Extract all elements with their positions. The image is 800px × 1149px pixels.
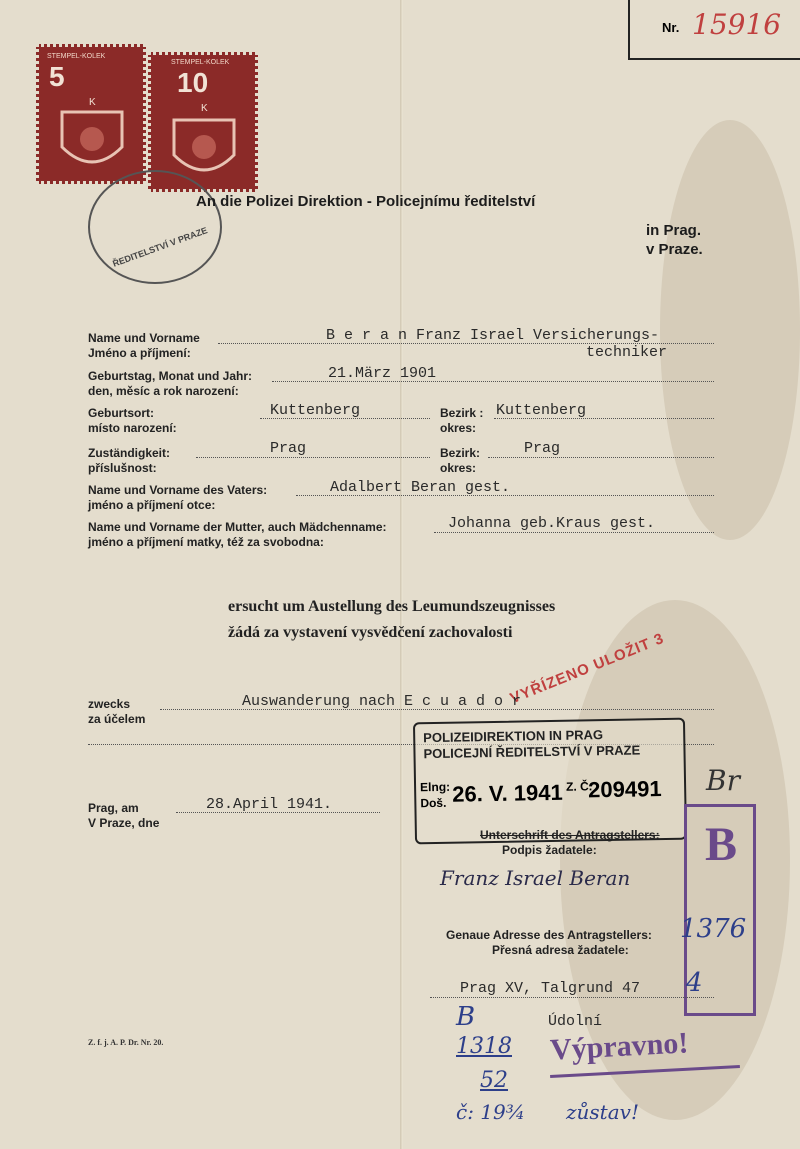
stamp-unit: K (201, 103, 208, 114)
handwritten-four: 4 (686, 968, 703, 998)
name-label-de: Name und Vorname (88, 331, 200, 345)
applicant-address-label-cz: Přesná adresa žadatele: (492, 943, 629, 957)
place-label-cz: V Praze, dne (88, 816, 160, 830)
jurisdiction-label-cz: příslušnost: (88, 461, 157, 475)
mother-label-cz: jméno a příjmení matky, též za svobodna: (88, 535, 324, 549)
receipt-zc-label: Z. Č. (565, 779, 593, 794)
request-line-cz: žádá za vystavení vysvědčení zachovalosti (228, 624, 513, 641)
addressee-line: An die Polizei Direktion - Policejnímu ředitelství (196, 193, 536, 210)
birthdate-label-de: Geburtstag, Monat und Jahr: (88, 369, 253, 383)
jurisdiction-dotted-line (196, 457, 430, 458)
jurisdiction-district-label-de: Bezirk: (440, 446, 481, 460)
birthplace-district-value: Kuttenberg (496, 402, 587, 419)
stamp-caption: STEMPEL-KOLEK (171, 59, 230, 66)
revenue-stamp-5 (36, 44, 146, 184)
jurisdiction-label-de: Zuständigkeit: (88, 446, 171, 460)
father-label-cz: jméno a příjmení otce: (88, 498, 216, 512)
stamp-caption: STEMPEL-KOLEK (47, 53, 106, 60)
jurisdiction-district-dotted-line (488, 457, 714, 458)
purpose-value: Auswanderung nach E c u a d o r (242, 693, 522, 710)
birthplace-district-label-cz: okres: (440, 421, 477, 435)
handwritten-br: Br (706, 764, 740, 797)
fold-line (400, 0, 403, 1149)
birthplace-value: Kuttenberg (270, 402, 361, 419)
handwritten-b: B (456, 1002, 476, 1032)
name-label-cz: Jméno a příjmení: (88, 346, 191, 360)
handwritten-number: 1376 (680, 914, 747, 944)
receipt-stamp-line2: POLICEJNÍ ŘEDITELSTVÍ V PRAZE (423, 742, 641, 762)
request-line-de: ersucht um Austellung des Leumundszeugnisses (228, 598, 556, 615)
stamp-value: 10 (177, 67, 209, 98)
place-date-value: 28.April 1941. (206, 796, 333, 813)
birthplace-label-cz: místo narození: (88, 421, 177, 435)
birthplace-label-de: Geburtsort: (88, 406, 154, 420)
receipt-number: 209491 (587, 776, 662, 803)
dispatch-stamp: Výpravno! (549, 1026, 690, 1067)
mother-label-de: Name und Vorname der Mutter, auch Mädchenname: (88, 520, 387, 534)
coat-of-arms-icon (57, 107, 127, 177)
mother-dotted-line (434, 532, 714, 533)
receipt-stamp-line1: POLIZEIDIREKTION IN PRAG (423, 727, 604, 746)
addressee-city-de: in Prag. (646, 222, 702, 239)
receipt-date: 26. V. 1941 (451, 779, 563, 807)
name-value: B e r a n Franz Israel Versicherungs- (326, 327, 660, 344)
father-value: Adalbert Beran gest. (330, 479, 511, 496)
police-seal (88, 170, 222, 284)
signature-label-de: Unterschrift des Antragstellers: (480, 828, 660, 842)
receipt-dos-label: Doš. (420, 795, 447, 811)
stamp-value: 5 (49, 61, 65, 92)
red-handled-stamp: VYŘÍZENO ULOŽIT 3 (507, 629, 667, 708)
place-label-de: Prag, am (88, 801, 139, 815)
stamp-unit: K (89, 97, 96, 108)
purpose-label-de: zwecks (88, 697, 131, 711)
handwritten-19: č: 19¾ (456, 1100, 526, 1124)
name-value-continued: techniker (586, 344, 668, 361)
applicant-address-line1: Prag XV, Talgrund 47 (460, 980, 641, 997)
receipt-stamp (413, 718, 687, 845)
address-dotted-line (430, 997, 714, 998)
paper-stain (660, 120, 800, 540)
handwritten-52: 52 (480, 1068, 508, 1093)
purple-box-letter: B (705, 818, 738, 871)
form-code: Z. f. j. A. P. Dr. Nr. 20. (88, 1038, 164, 1047)
birthplace-district-label-de: Bezirk : (440, 406, 484, 420)
jurisdiction-value: Prag (270, 440, 307, 457)
purpose-label-cz: za účelem (88, 712, 146, 726)
jurisdiction-district-value: Prag (524, 440, 561, 457)
receipt-elng-label: Elng: (419, 779, 451, 795)
number-box (628, 0, 800, 60)
applicant-address-line2: Údolní (548, 1013, 603, 1030)
number-prefix: Nr. (662, 20, 680, 35)
handwritten-1318: 1318 (456, 1034, 512, 1059)
signature-value: Franz Israel Beran (440, 866, 631, 890)
father-label-de: Name und Vorname des Vaters: (88, 483, 268, 497)
number-value: 15916 (692, 8, 782, 41)
birthdate-value: 21.März 1901 (328, 365, 437, 382)
signature-label-cz: Podpis žadatele: (502, 843, 597, 857)
seal-text: ŘEDITELSTVÍ V PRAZE (111, 225, 209, 269)
birthdate-label-cz: den, měsíc a rok narození: (88, 384, 239, 398)
handwritten-note: zůstav! (566, 1100, 639, 1124)
addressee-city-cz: v Praze. (646, 241, 703, 258)
applicant-address-label-de: Genaue Adresse des Antragstellers: (446, 928, 652, 942)
mother-value: Johanna geb.Kraus gest. (448, 515, 656, 532)
jurisdiction-district-label-cz: okres: (440, 461, 477, 475)
